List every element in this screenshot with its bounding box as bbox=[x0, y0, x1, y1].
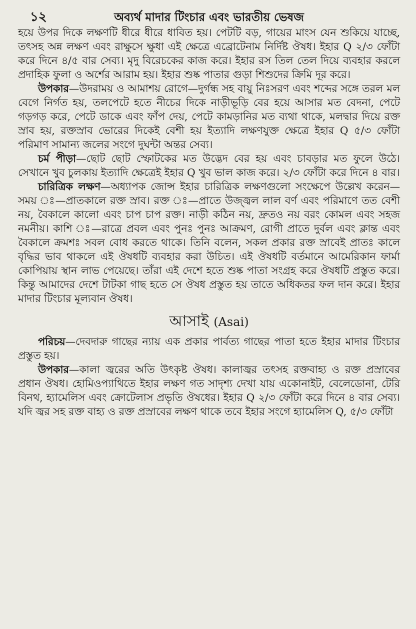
section-title-english: (Asai) bbox=[213, 315, 249, 329]
paragraph-lead: পরিচয় bbox=[38, 336, 66, 348]
paragraph-text: —কালা জ্বরের অতি উৎকৃষ্ট ঔষধ। কালাজ্বর তৎসহ রক্তবাহ্য ও রক্ত প্রস্রাবের প্রধান ঔষধ। হোমিওপ্যাথিতে ইহার লক্ষণ গত সাদৃশ্য দেখা যায় একোনাইট, বেলেডোনা, টেরি বিনথ, হ্যামেলিস এবং ক্রোটেলাস প্রভৃতি ঔষধের। ইহার Q ২/৩ ফোঁটা করে দিনে ৪ বার সেব্য। যদি জ্বর সহ রক্ত বাহ্য ও রক্ত প্রস্রাবের লক্ষণ থাকে তবে ইহার সংগে হ্যামেলিস Q, ৫/৩ ফোঁটা bbox=[18, 364, 400, 418]
section-title: আসাই bbox=[169, 312, 209, 330]
page-body bbox=[18, 26, 400, 419]
paragraph-upokar bbox=[18, 82, 400, 152]
paragraph-continued bbox=[18, 26, 400, 82]
paragraph-skin-disease bbox=[18, 152, 400, 180]
paragraph-lead: উপকার bbox=[38, 364, 69, 376]
paragraph-text: —অধ্যাপক জোন্স ইহার চারিত্রিক লক্ষণগুলো সংক্ষেপে উল্লেখ করেন—সময় ঃ—প্রাতকালে রক্ত স্রাব। রক্ত ঃ—প্রাতে উজ্জ্বল লাল বর্ণ এবং পরিমাণে তত বেশী নয়, বৈকালে কালো এবং চাপ চাপ রক্ত। নাড়ী কঠিন নয়, দ্রুতও নয় বরং কোমল এবং সহজ নমনীয়। কাশি ঃ—রাত্রে প্রবল এবং পুনঃ পুনঃ আক্রমণ, রোগী প্রাতে দুর্বল এবং ক্লান্ত এবং বৈকালে ক্রমশঃ সবল বোধ করতে থাকে। তিনি বলেন, সকল প্রকার রক্ত স্রাবেই প্রাতঃ কালে বৃদ্ধির ভাব থাকলে এই ঔষধটি ব্যবহার করা উচিত। এই ঔষধটি বর্তমানে আমেরিকান ফার্মা কোপিয়ায় স্থান লাভ পেয়েছে। তাঁরা এই দেশে হতে শুষ্ক পাতা সংগ্রহ করে ঔষধটি প্রস্তুত করে। কিন্তু আমাদের দেশে টাটকা গাছ হতে সে ঔষধ প্রস্তুত হয় তাতে অধিকতর ফল দান করে। ইহার মাদার টিংচার মূল্যবান ঔষধ। bbox=[18, 181, 400, 305]
paragraph-text: —দেবদারু গাছের ন্যায় এক প্রকার পার্বত্য গাছের পাতা হতে ইহার মাদার টিংচার প্রস্তুত হয়। bbox=[18, 336, 400, 362]
paragraph-introduction bbox=[18, 335, 400, 363]
page-number: ১২ bbox=[30, 10, 47, 25]
section-heading bbox=[18, 314, 400, 329]
paragraph-lead: চর্ম পীড়া bbox=[38, 153, 76, 165]
paragraph-characteristics bbox=[18, 180, 400, 306]
paragraph-lead: চারিত্রিক লক্ষণ bbox=[38, 181, 101, 193]
running-title: অব্যর্থ মাদার টিংচার এবং ভারতীয় ভেষজ bbox=[114, 10, 304, 24]
paragraph-text: —উদরাময় ও আমাশয় রোগে—দুর্গন্ধ সহ বায়ু নিঃসরণ এবং শব্দের সঙ্গে তরল মল বেগে নির্গত হয়, তলপেটে হতে নীচের দিকে নাড়ীভূড়ি বের হয়ে আসার মত বেদনা, পেটে গড়গড় করে, পেটে ডাকে এবং ফাঁপ দেয়, পেটে কামড়ানির মত ব্যথা থাকে, মলদ্বার দিয়ে রক্ত স্রাব হয়, রক্তস্রাব ভোরের দিকেই বেশী হয় ইত্যাদি লক্ষণযুক্ত ক্ষেত্রে ইহার Q ৫/৩ ফোঁটা পরিমাণ সামান্য জলের সংগে দুঘন্টা অন্তর সেব্য। bbox=[18, 83, 400, 151]
paragraph-benefits bbox=[18, 363, 400, 419]
paragraph-text: —ছোট ছোট স্ফোটকের মত উদ্ভেদ বের হয় এবং চাবড়ার মত ফুলে উঠে। সেখানে খুব চুলকায় ইত্যাদি ক্ষেত্রেই ইহার Q খুব ভাল কাজ করে। ২/৩ ফোঁটা করে দিনে ৪ বার। bbox=[18, 153, 400, 179]
paragraph-lead: উপকার bbox=[38, 83, 69, 95]
page-header bbox=[18, 6, 400, 26]
paragraph-text: হয়ে উপর দিকে লক্ষণটি ধীরে ধীরে ধাবিত হয়। পেটটি বড়, গায়ের মাংস যেন শুকিয়ে যাচ্ছে, তৎসহ অন্ন লক্ষণ এবং রাক্ষুসে ক্ষুধা এই ক্ষেত্রে এব্রোটেনাম নির্দিষ্ট ঔষধ। ইহার Q ২/৩ ফোঁটা করে দিনে ৪/৫ বার সেব্য। মৃদু বিরেচকের কাজ করে। ইহার রস তিল তেল দিয়ে ব্যবহার করলে প্রদাহিক ফুলা ও অর্শের আরাম হয়। ইহার শুষ্ক পাতার গুড়া শিশুদের ক্রিমি দূর করে। bbox=[18, 27, 400, 81]
